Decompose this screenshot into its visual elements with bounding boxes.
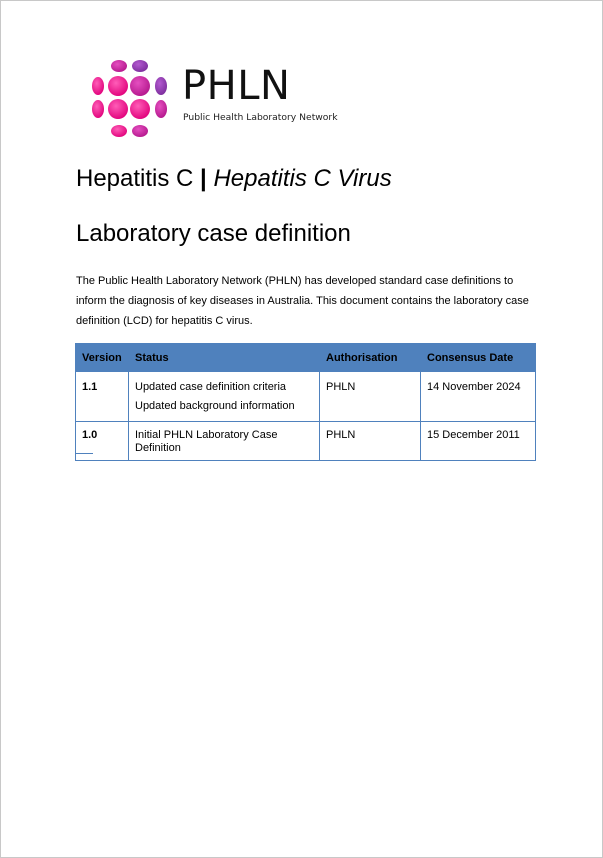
title-separator: | bbox=[200, 165, 207, 192]
logo-wordmark: PHLN bbox=[182, 63, 291, 109]
row-authorisation: PHLN bbox=[320, 372, 421, 422]
table-header-row bbox=[76, 344, 536, 372]
phln-logo bbox=[89, 58, 339, 142]
document-title bbox=[76, 163, 392, 195]
header-version: Version bbox=[76, 344, 129, 372]
status-line: Updated case definition criteria bbox=[135, 381, 287, 393]
table-underline-divider bbox=[75, 453, 93, 454]
row-status bbox=[129, 422, 320, 461]
document-subtitle: Laboratory case definition bbox=[76, 220, 351, 247]
phln-dots-logo-icon bbox=[89, 58, 173, 142]
intro-paragraph: The Public Health Laboratory Network (PHLN) has developed standard case definitions to inform the diagnosis of key diseases in Australia. This document contains the laboratory case definition (LCD) for hepatitis C virus. bbox=[76, 275, 529, 327]
row-date: 14 November 2024 bbox=[421, 372, 536, 422]
row-status bbox=[129, 372, 320, 422]
row-version: 1.0 bbox=[76, 422, 129, 461]
header-status: Status bbox=[129, 344, 320, 372]
table-row bbox=[76, 372, 536, 422]
disease-name: Hepatitis C bbox=[76, 165, 194, 192]
status-line: Initial PHLN Laboratory Case Definition bbox=[135, 429, 278, 454]
status-line: Updated background information bbox=[135, 400, 295, 412]
row-version: 1.1 bbox=[76, 372, 129, 422]
version-history-table bbox=[75, 343, 536, 461]
row-date: 15 December 2011 bbox=[421, 422, 536, 461]
row-authorisation: PHLN bbox=[320, 422, 421, 461]
table-row bbox=[76, 422, 536, 461]
header-authorisation: Authorisation bbox=[320, 344, 421, 372]
logo-tagline: Public Health Laboratory Network bbox=[183, 112, 338, 123]
header-consensus-date: Consensus Date bbox=[421, 344, 536, 372]
agent-name: Hepatitis C Virus bbox=[213, 165, 392, 192]
